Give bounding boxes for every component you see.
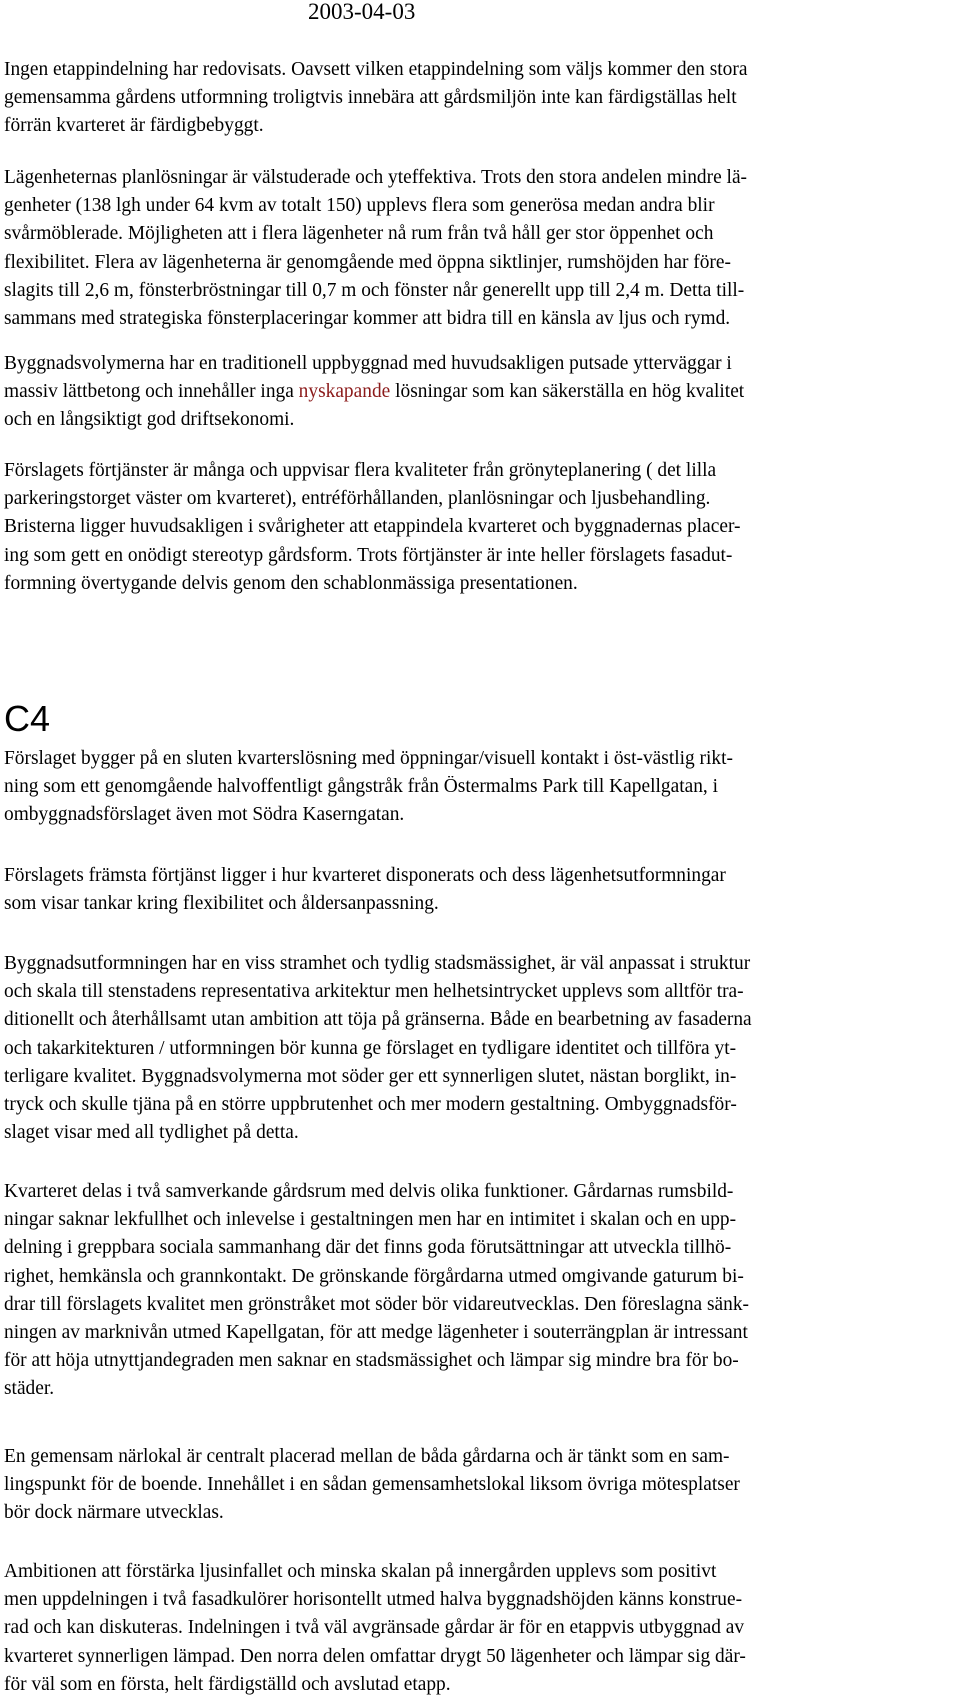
text-line: sammans med strategiska fönsterplaceringar kommer att bidra till en känsla av ljus och rymd. [4,308,731,330]
paragraph-c4-byggnadsutformning [4,950,959,1147]
paragraph-c4-narlokal [4,1443,959,1528]
text-segment: massiv lättbetong och innehåller inga [4,381,299,403]
text-line: drar till förslagets kvalitet men grönstråket mot söder bör vidareutvecklas. Den föreslagna sänk- [4,1293,749,1315]
text-line: för väl som en första, helt färdigställd och avslutad etapp. [4,1673,451,1695]
text-line: tryck och skulle tjäna på en större uppbrutenhet och mer modern gestaltning. Ombyggnadsför- [4,1094,737,1116]
text-line: terligare kvalitet. Byggnadsvolymerna mot söder ger ett synnerligen slutet, nästan borglikt, in- [4,1065,737,1087]
text-line: gemensamma gårdens utformning troligtvis innebära att gårdsmiljön inte kan färdigställas helt [4,87,737,109]
text-line: som visar tankar kring flexibilitet och åldersanpassning. [4,893,439,915]
text-line: ning som ett genomgående halvoffentligt gångstråk från Östermalms Park till Kapellgatan, i [4,776,718,798]
text-line: genheter (138 lgh under 64 kvm av totalt 150) upplevs flera som generösa medan andra blir [4,195,715,217]
text-line: ningen av marknivån utmed Kapellgatan, för att medge lägenheter i souterrängplan är intressant [4,1322,748,1344]
paragraph-byggnadsvolymerna [4,350,959,435]
paragraph-planlosningar [4,164,959,333]
text-line: parkeringstorget väster om kvarteret), entréförhållanden, planlösningar och ljusbehandling. [4,488,711,510]
text-line: lingspunkt för de boende. Innehållet i en sådan gemensamhetslokal liksom övriga mötesplatser [4,1474,740,1496]
text-line: Byggnadsvolymerna har en traditionell uppbyggnad med huvudsakligen putsade ytterväggar i [4,353,732,374]
text-line: förrän kvarteret är färdigbebyggt. [4,115,264,137]
text-line: städer. [4,1378,55,1400]
text-line: flexibilitet. Flera av lägenheterna är genomgående med öppna siktlinjer, rumshöjden har före- [4,251,731,273]
paragraph-c4-ljusinfall [4,1558,959,1699]
text-line: ombyggnadsförslaget även mot Södra Kaserngatan. [4,804,405,826]
text-line: och skala till stenstadens representativa arkitektur men helhetsintrycket upplevs som alltför tra- [4,981,744,1003]
text-line: righet, hemkänsla och grannkontakt. De grönskande förgårdarna utmed omgivande gaturum bi- [4,1265,744,1287]
text-line: rad och kan diskuteras. Indelningen i två väl avgränsade gårdar är för en etappvis utbyggnad av [4,1617,745,1639]
text-segment: lösningar som kan säkerställa en hög kvalitet [390,381,745,403]
page-date: 2003-04-03 [308,0,416,24]
paragraph-etappindelning [4,56,959,141]
paragraph-c4-kvarterslosning [4,745,959,830]
text-line: Lägenheternas planlösningar är välstuderade och yteffektiva. Trots den stora andelen mindre lä- [4,167,748,188]
text-line: och en långsiktigt god driftsekonomi. [4,409,295,431]
text-line: ningar saknar lekfullhet och inlevelse i gestaltningen men har en intimitet i skalan och en upp- [4,1209,737,1231]
text-line: kvarteret synnerligen lämpad. Den norra delen omfattar drygt 50 lägenheter och lämpar sig där- [4,1645,746,1667]
text-line [4,378,954,406]
text-line: En gemensam närlokal är centralt placerad mellan de båda gårdarna och är tänkt som en sam- [4,1446,730,1467]
text-line: Ambitionen att förstärka ljusinfallet och minska skalan på innergården upplevs som positivt [4,1561,717,1582]
text-line: Ingen etappindelning har redovisats. Oavsett vilken etappindelning som väljs kommer den stora [4,59,748,80]
text-line: Förslaget bygger på en sluten kvarterslösning med öppningar/visuell kontakt i öst-västlig rikt- [4,748,733,769]
paragraph-c4-framsta-fortjanst [4,862,959,918]
text-line: delning i greppbara sociala sammanhang där det finns goda förutsättningar att utveckla tillhö- [4,1237,732,1259]
text-line: och takarkitekturen / utformningen bör kunna ge förslaget en tydligare identitet och tillföra yt- [4,1037,737,1059]
paragraph-c4-gardsrum [4,1178,959,1404]
text-line: slagits till 2,6 m, fönsterbröstningar till 0,7 m och fönster når generellt upp till 2,4 m. Detta till- [4,279,745,301]
highlighted-word: nyskapande [298,381,391,403]
paragraph-fortjanster [4,457,959,598]
section-heading-c4: C4 [4,698,51,739]
text-line: ing som gett en onödigt stereotyp gårdsform. Trots förtjänster är inte heller förslagets fasadut- [4,544,733,566]
text-line: Förslagets förtjänster är många och uppvisar flera kvaliteter från grönyteplanering ( det lilla [4,460,717,481]
text-line: Kvarteret delas i två samverkande gårdsrum med delvis olika funktioner. Gårdarnas rumsbild- [4,1181,734,1202]
text-line: formning övertygande delvis genom den schablonmässiga presentationen. [4,572,578,594]
text-line: Bristerna ligger huvudsakligen i svårigheter att etappindela kvarteret och byggnadernas placer- [4,516,741,538]
text-line: för att höja utnyttjandegraden men saknar en stadsmässighet och lämpar sig mindre bra för bo- [4,1350,739,1372]
text-line: ditionellt och återhållsamt utan ambition att töja på gränserna. Både en bearbetning av fasaderna [4,1009,752,1031]
text-line: bör dock närmare utvecklas. [4,1502,224,1524]
text-line: slaget visar med all tydlighet på detta. [4,1122,299,1144]
text-line: Byggnadsutformningen har en viss stramhet och tydlig stadsmässighet, är väl anpassat i struktur [4,953,751,974]
text-line: svårmöblerade. Möjligheten att i flera lägenheter nå rum från två håll ger stor öppenhet och [4,223,714,245]
text-line: men uppdelningen i två fasadkulörer horisontellt utmed halva byggnadshöjden känns konstrue- [4,1589,743,1611]
text-line: Förslagets främsta förtjänst ligger i hur kvarteret disponerats och dess lägenhetsutformningar [4,865,726,886]
